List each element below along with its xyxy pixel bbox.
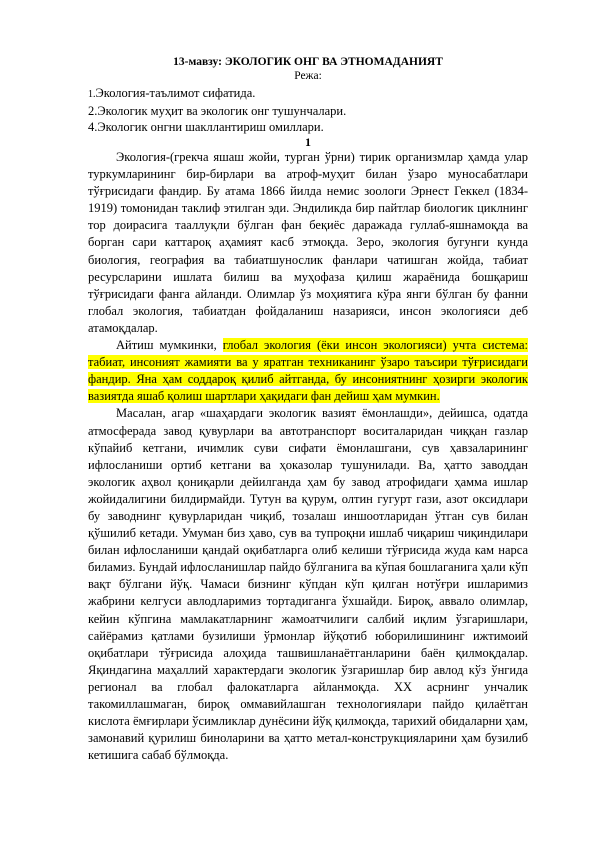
plan-heading: Режа: xyxy=(294,70,322,82)
plan-list xyxy=(88,85,528,135)
plan-item-text: Экологик муҳит ва экологик онг тушунчалари. xyxy=(97,104,347,118)
plan-item-1 xyxy=(88,85,528,103)
paragraph-ecological-situation: Масалан, агар «шаҳардаги экологик вазият ёмонлашди», дейишса, одатда атмосферада завод қувурлари ва автотранспорт воситаларидан чиққан газлар кўпайиб кетгани, ичимлик суви сифати ёмонлашгани, сув ҳавзаларининг ифлосланиши ортиб кетгани ва ҳоказолар тушунилади. Ва, ҳатто заводдан экологик аҳвол қониқарли дейилганда ҳам бу завод атрофидаги ҳамма ишлар жойидалигини билдирмайди. Тутун ва қурум, олтин гугурт гази, азот оксидлари бу заводнинг қувурларидан чиқиб, тозалаш иншоотларидан ўтган сув билан қўшилиб кетади. Умуман биз ҳаво, сув ва тупроқни ишлаб чиқариш чиқиндилари билан ифлосланиши қандай оқибатларга олиб келиши тўғрисида жуда кам нарса биламиз. Бундай ифлосланишлар пайдо бўлганига ва кўпая бошлаганига ҳали кўп вақт бўлгани йўқ. Чамаси бизнинг кўпдан кўп қилган нотўғри ишларимиз жабрини келгуси авлодларимиз тортадиганга ўхшайди. Бироқ, аввало олимлар, кейин кўпгина мамлакатларнинг жамоатчилиги салбий иқлим ўзгаришлари, сайёрамиз қатлами бузилиши ўрмонлар йўқотиб юборилишининг ижтимоий оқибатлари тўғрисида алоҳида ташвишланаётганларини баён қилмоқдалар. Яқиндагина маҳаллий характердаги экологик ўзгаришлар бир авлод кўз ўнгида регионал ва глобал фалокатларга айланмоқда. ХХ асрнинг унчалик такомиллашмаган, бироқ оммавийлашган технологиялари пайдо қилаётган кислота ёмғирлари ўсимликлар дунёсини йўқ қилмоқда, тарихий обидаларни ҳам, замонавий қурилиш биноларини ва ҳатто метал-конструкцияларини ҳам бузилиб кетишига сабаб бўлмоқда. xyxy=(88,406,528,763)
document-title: 13-мавзу: ЭКОЛОГИК ОНГ ВА ЭТНОМАДАНИЯТ xyxy=(173,56,443,68)
paragraph-ecology-definition: Экология-(грекча яшаш жойи, турган ўрни) тирик организмлар ҳамда улар туркумларининг бир-бирлари ва атроф-муҳит билан ўзаро муносабатлари тўғрисидаги фандир. Бу атама 1866 йилда немис зоологи Эрнест Геккел (1834-1919) томонидан таклиф этилган эди. Эндиликда бир пайтлар биологик циклнинг тор доирасига тааллуқли бўлган фан беқиёс даражада гуллаб-яшнамоқда ва борган сари каттароқ аҳамият касб этмоқда. Зеро, экология бугунги кунда биология, география ва табиатшунослик фанлари чатишган жойда, табиат ресурсларини ишлата билиш ва муҳофаза қилиш жараёнида бошқариш тўғрисидаги фанга айланди. Олимлар ўз моҳиятига кўра янги бўлган бу фанни глобал экология, табиатдан фойдаланиш назарияси, инсон экологияси деб атамоқдалар. xyxy=(88,150,528,335)
plan-item-number: 2. xyxy=(88,104,98,118)
highlighted-text: глобал экология (ёки инсон экологияси) учта система: табиат, инсоният жамияти ва у яратган техниканинг ўзаро таъсири тўғрисидаги фандир. Яна ҳам соддароқ қилиб айтганда, бу инсониятнинг ҳозирги экологик вазиятда яшаб қолиш шартлари ҳақидаги фан дейиш ҳам мумкин. xyxy=(88,338,529,404)
plan-item-2 xyxy=(88,103,528,119)
section-number: 1 xyxy=(305,135,311,149)
paragraph-lead-text: Айтиш мумкинки, xyxy=(116,338,223,353)
plan-item-4 xyxy=(88,119,528,135)
paragraph-global-ecology xyxy=(88,337,528,405)
plan-item-text: Экологик онгни шакллантириш омиллари. xyxy=(97,120,324,134)
plan-item-text: Экология-таълимот сифатида. xyxy=(95,86,256,100)
document-page xyxy=(88,55,528,764)
plan-item-number: 4. xyxy=(88,120,98,134)
plan-item-number: 1. xyxy=(88,89,96,100)
